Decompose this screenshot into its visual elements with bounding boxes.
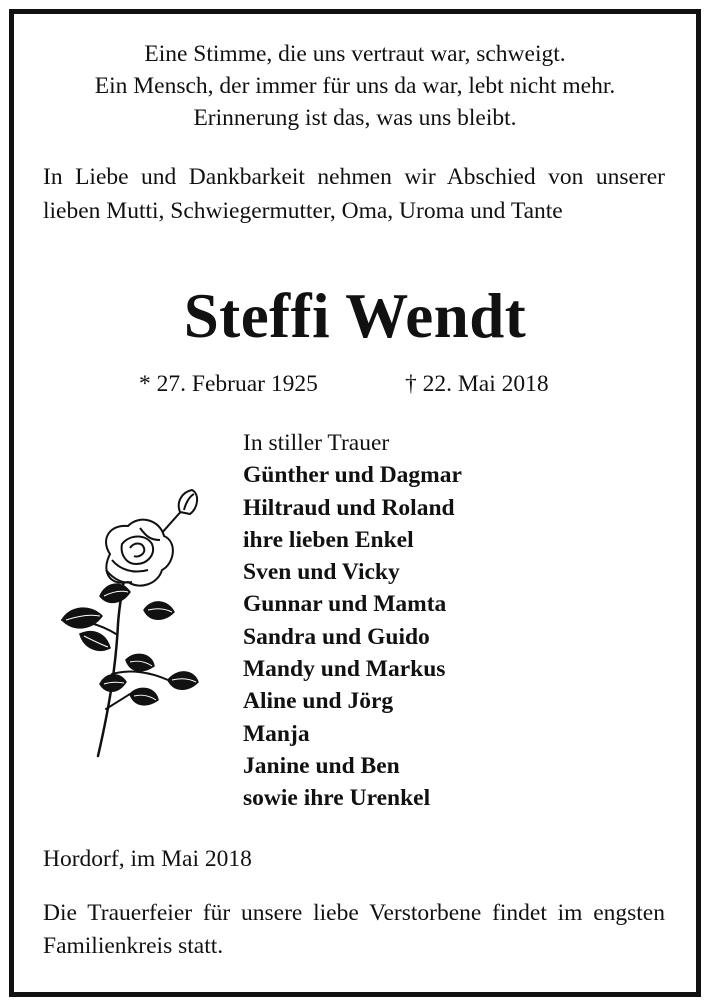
mourner-entry: Gunnar und Mamta xyxy=(243,591,447,618)
mourner-entry: Sven und Vicky xyxy=(243,559,400,586)
mourners-heading: In stiller Trauer xyxy=(243,430,390,456)
closing-text: Die Trauerfeier für unsere liebe Verstorbene findet im engsten Familienkreis statt. xyxy=(43,900,665,959)
rose-illustration-icon xyxy=(40,484,200,764)
poem-line: Erinnerung ist das, was uns bleibt. xyxy=(193,105,517,131)
place-date: Hordorf, im Mai 2018 xyxy=(43,846,252,872)
mourner-entry: Sandra und Guido xyxy=(243,623,430,650)
intro-text: In Liebe und Dankbarkeit nehmen wir Abschied von unserer lieben Mutti, Schwiegermutter, Oma, Uroma und Tante xyxy=(43,164,665,224)
mourner-entry: sowie ihre Urenkel xyxy=(243,785,431,812)
mourner-entry: ihre lieben Enkel xyxy=(243,526,414,553)
mourner-entry: Aline und Jörg xyxy=(243,688,394,715)
mourner-entry: Günther und Dagmar xyxy=(243,462,462,489)
obituary-frame xyxy=(9,9,701,997)
mourner-entry: Janine und Ben xyxy=(243,752,400,779)
deceased-name: Steffi Wendt xyxy=(183,281,527,351)
poem-line: Ein Mensch, der immer für uns da war, lebt nicht mehr. xyxy=(94,73,616,99)
mourner-entry: Mandy und Markus xyxy=(243,656,446,683)
birth-date: * 27. Februar 1925 xyxy=(139,371,318,397)
mourner-entry: Manja xyxy=(243,720,310,747)
death-date: † 22. Mai 2018 xyxy=(405,371,549,397)
poem xyxy=(14,38,696,134)
mourner-entry: Hiltraud und Roland xyxy=(243,494,455,521)
mourners-list xyxy=(243,427,462,815)
poem-line: Eine Stimme, die uns vertraut war, schweigt. xyxy=(144,41,566,67)
